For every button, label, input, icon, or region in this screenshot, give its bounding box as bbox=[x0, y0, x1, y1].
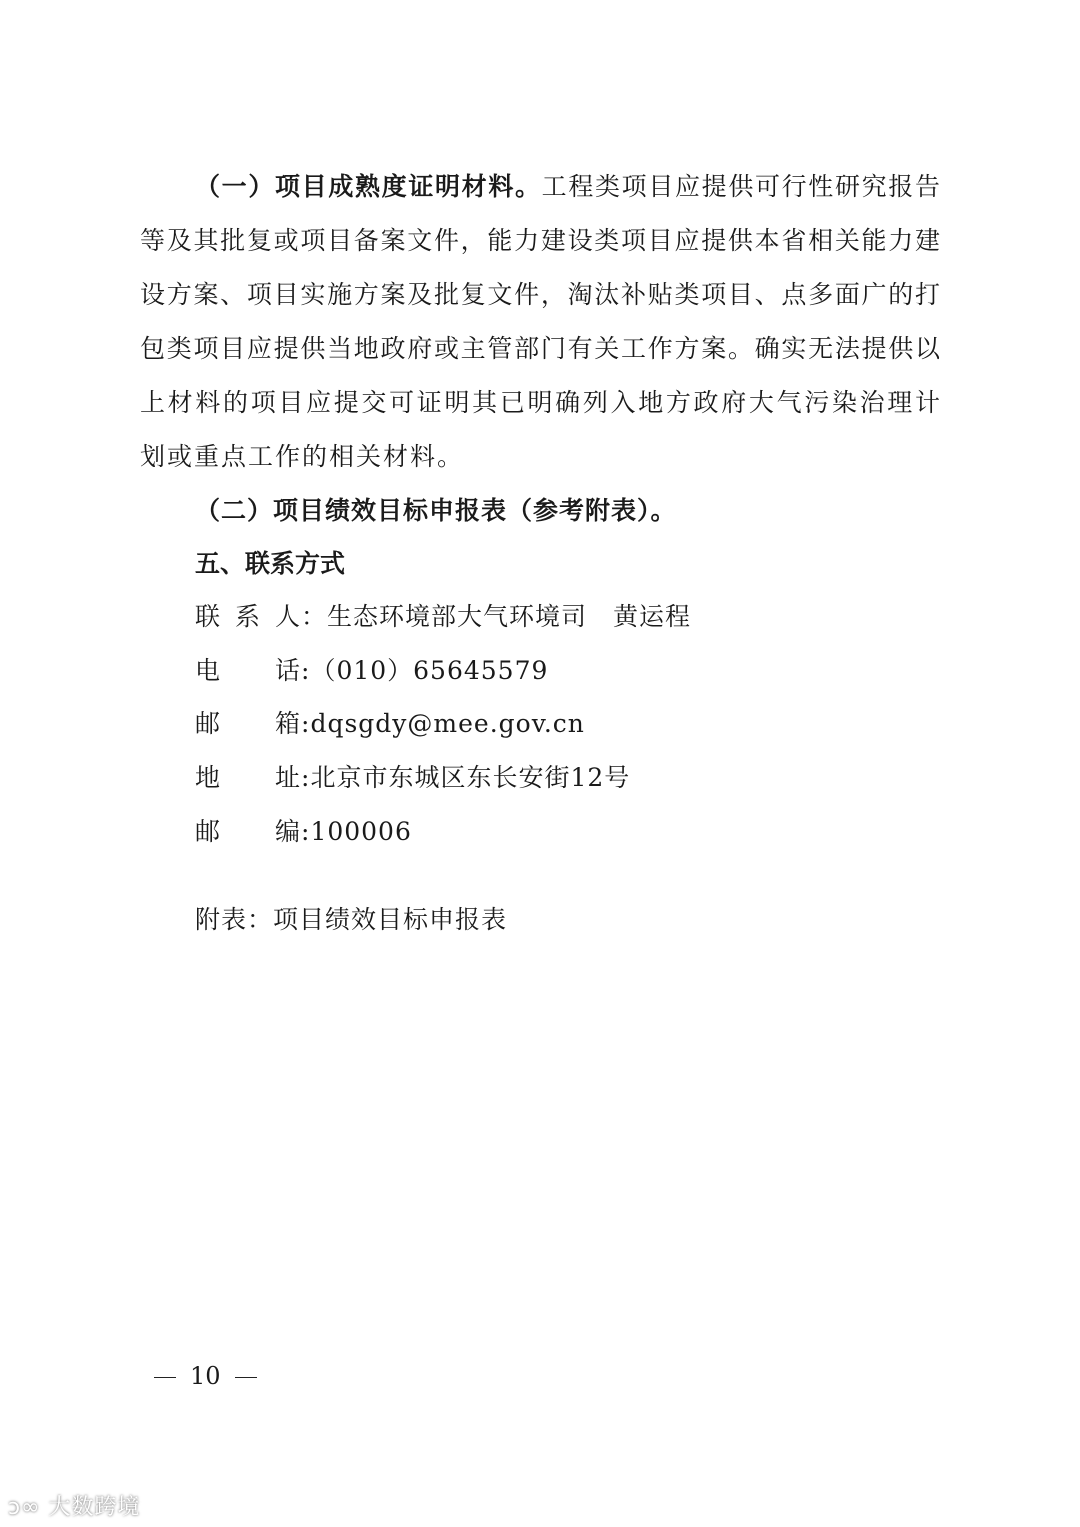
section1-line: 划或重点工作的相关材料。 bbox=[140, 442, 465, 471]
section5-heading: 五、联系方式 bbox=[195, 549, 346, 578]
contact-phone: 电话:（010）65645579 bbox=[195, 656, 549, 685]
contact-label: 联系人 bbox=[195, 602, 301, 631]
section1-line: 等及其批复或项目备案文件，能力建设类项目应提供本省相关能力建 bbox=[140, 226, 940, 255]
dash-right bbox=[235, 1377, 257, 1378]
watermark-text: 大数跨境 bbox=[48, 1495, 141, 1520]
contact-value: （010）65645579 bbox=[310, 656, 549, 685]
section1-heading: （一）项目成熟度证明材料。 bbox=[195, 172, 542, 201]
contact-value: dqsgdy@mee.gov.cn bbox=[310, 709, 585, 738]
contact-postcode: 邮编:100006 bbox=[195, 817, 412, 846]
section2-heading: （二）项目绩效目标申报表（参考附表）。 bbox=[195, 496, 677, 525]
attachment-note: 附表：项目绩效目标申报表 bbox=[195, 905, 508, 934]
section1-text: 工程类项目应提供可行性研究报告 bbox=[541, 172, 940, 201]
contact-label: 邮编 bbox=[195, 817, 301, 846]
contact-value: 生态环境部大气环境司 黄运程 bbox=[327, 602, 692, 631]
watermark-logo: ↄ∞ 大数跨境 bbox=[8, 1495, 141, 1520]
page-number-text: 10 bbox=[190, 1362, 221, 1390]
contact-person: 联系人：生态环境部大气环境司 黄运程 bbox=[195, 602, 692, 631]
contact-label: 地址 bbox=[195, 763, 301, 792]
dash-left bbox=[154, 1377, 176, 1378]
contact-email: 邮箱:dqsgdy@mee.gov.cn bbox=[195, 709, 585, 738]
section1-line: 设方案、项目实施方案及批复文件，淘汰补贴类项目、点多面广的打 bbox=[140, 280, 940, 309]
contact-address: 地址:北京市东城区东长安街12号 bbox=[195, 763, 631, 792]
contact-value: 北京市东城区东长安街12号 bbox=[310, 763, 631, 792]
section1-line-1 bbox=[195, 172, 940, 202]
contact-label: 电话 bbox=[195, 656, 301, 685]
page-number bbox=[140, 1362, 271, 1390]
section1-line: 上材料的项目应提交可证明其已明确列入地方政府大气污染治理计 bbox=[140, 388, 940, 417]
contact-value: 100006 bbox=[310, 817, 412, 846]
section1-line: 包类项目应提供当地政府或主管部门有关工作方案。确实无法提供以 bbox=[140, 334, 940, 363]
contact-label: 邮箱 bbox=[195, 709, 301, 738]
